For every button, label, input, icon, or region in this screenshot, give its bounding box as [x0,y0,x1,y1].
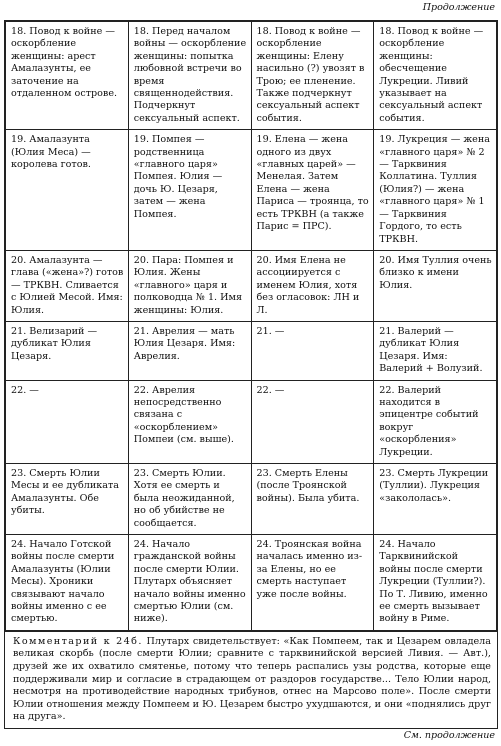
comparison-table-sheet [4,20,498,729]
table-cell: 19. Помпея — родственница «главного царя» Помпея. Юлия — дочь Ю. Цезаря, затем — жена Помпея. [128,130,251,251]
table-cell: 23. Смерть Елены (после Троянской войны). Была убита. [251,464,374,535]
table-cell: 23. Смерть Юлии. Хотя ее смерть и была неожиданной, но об убийстве не сообщается. [128,464,251,535]
commentary-block [5,631,497,728]
table-cell: 22. Валерий находится в эпицентре событий вокруг «оскорбления» Лукреции. [374,380,497,463]
table-cell: 18. Повод к войне — оскорбление женщины: обесчещение Лукреции. Ливий указывает на сексуальный аспект события. [374,22,497,130]
table-cell: 21. — [251,321,374,380]
comparison-table [5,21,497,631]
table-cell: 23. Смерть Юлии Месы и ее дубликата Амалазунты. Обе убиты. [6,464,129,535]
commentary-text: Плутарх свидетельствует: «Как Помпеем, так и Цезарем овладела великая скорбь (после смерти Юлии; сравните с тарквинийской версией Ливия. — Авт.), друзей же их охватило смятенье, потому что теперь распались узы родства, которые еще поддерживали мир и согласие в страдающем от раздоров государстве... Тело Юлии народ, несмотря на противодействие народных трибунов, отнес на Марсово поле». После смерти Юлии отношения между Помпеем и Ю. Цезарем быстро ухудшаются, и они «поднялись друг на друга». [13,635,491,723]
table-cell: 21. Аврелия — мать Юлия Цезаря. Имя: Аврелия. [128,321,251,380]
table-cell: 18. Перед началом войны — оскорбление женщины: попытка любовной встречи во время священнодействия. Подчеркнут сексуальный аспект. [128,22,251,130]
table-cell: 21. Велизарий — дубликат Юлия Цезаря. [6,321,129,380]
table-cell: 21. Валерий — дубликат Юлия Цезаря. Имя: Валерий + Волузий. [374,321,497,380]
table-cell: 24. Начало Тарквинийской войны после смерти Лукреции (Туллии?). По Т. Ливию, именно ее смерть вызывает войну в Риме. [374,535,497,631]
table-cell: 20. Пара: Помпея и Юлия. Жены «главного» царя и полководца № 1. Имя женщины: Юлия. [128,250,251,321]
see-continued-note: См. продолжение [403,730,495,741]
table-cell: 22. — [251,380,374,463]
table-row [6,380,497,463]
table-cell: 19. Лукреция — жена «главного царя» № 2 — Тарквиния Коллатина. Туллия (Юлия?) — жена «главного царя» № 1 — Тарквиния Гордого, то есть ТРКВН. [374,130,497,251]
table-cell: 22. Аврелия непосредственно связана с «оскорблением» Помпеи (см. выше). [128,380,251,463]
table-cell: 19. Елена — жена одного из двух «главных царей» — Менелая. Затем Елена — жена Париса — троянца, то есть ТРКВН (а также Парис = ПРС). [251,130,374,251]
table-cell: 23. Смерть Лукреции (Туллии). Лукреция «закололась». [374,464,497,535]
table-row [6,130,497,251]
table-row [6,535,497,631]
table-row [6,321,497,380]
table-cell: 19. Амалазунта (Юлия Меса) — королева готов. [6,130,129,251]
table-cell: 20. Имя Туллия очень близко к имени Юлия. [374,250,497,321]
table-cell: 20. Амалазунта — глава («жена»?) готов — ТРКВН. Сливается с Юлией Месой. Имя: Юлия. [6,250,129,321]
table-cell: 24. Троянская война началась именно из-за Елены, но ее смерть наступает уже после войны. [251,535,374,631]
commentary-lead: Комментарий к 24б. [13,635,143,647]
table-row [6,22,497,130]
table-cell: 24. Начало гражданской войны после смерти Юлии. Плутарх объясняет начало войны именно смертью Юлии (см. ниже). [128,535,251,631]
table-row [6,464,497,535]
table-row [6,250,497,321]
continued-note: Продолжение [422,2,495,13]
table-cell: 24. Начало Готской войны после смерти Амалазунты (Юлии Месы). Хроники связывают начало войны именно с ее смертью. [6,535,129,631]
table-cell: 22. — [6,380,129,463]
table-cell: 18. Повод к войне — оскорбление женщины: арест Амалазунты, ее заточение на отдаленном острове. [6,22,129,130]
table-cell: 20. Имя Елена не ассоциируется с именем Юлия, хотя без огласовок: ЛН и Л. [251,250,374,321]
table-cell: 18. Повод к войне — оскорбление женщины: Елену насильно (?) увозят в Трою; ее пленение. Также подчеркнут сексуальный аспект события. [251,22,374,130]
